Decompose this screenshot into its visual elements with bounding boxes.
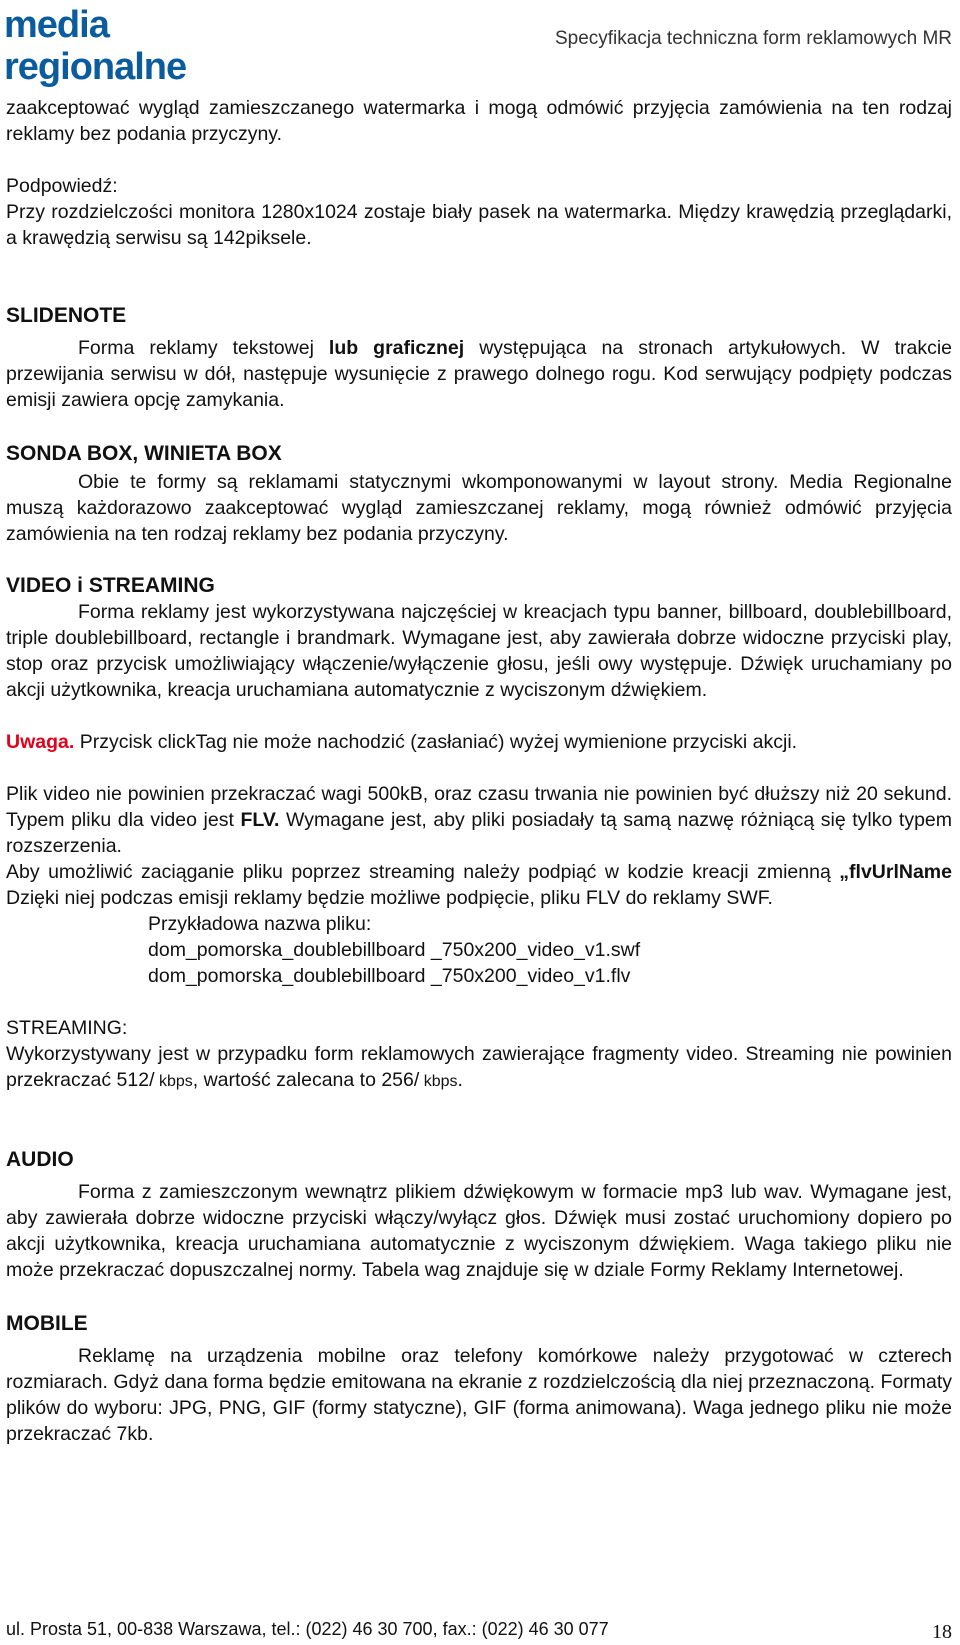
footer-address: ul. Prosta 51, 00-838 Warszawa, tel.: (022) 46 30 700, fax.: (022) 46 30 077 (6, 1619, 609, 1639)
mobile-heading: MOBILE (6, 1312, 88, 1335)
audio-paragraph: Forma z zamieszczonym wewnątrz plikiem dźwiękowym w formacie mp3 lub wav. Wymagane jest, aby zawierała dobrze widoczne przyciski włączy/wyłącz głos. Dźwięk musi zostać uruchomiony dopiero po akcji użytkownika, kreacja uruchamiana automatycznie z wyciszonym dźwiękiem. Waga takiego pliku nie może przekraczać dopuszczalnej normy. Tabela wag znajduje się w dziale Formy Reklamy Internetowej. (6, 1181, 952, 1281)
sonda-paragraph: Obie te formy są reklamami statycznymi wkomponowanymi w layout strony. Media Regionalne muszą każdorazowo zaakceptować wygląd zamieszczanej reklamy, mogą również odmówić przyjęcia zamówienia na ten rodzaj reklamy bez podania przyczyny. (6, 471, 952, 545)
video-warning (6, 729, 952, 755)
video-file-paragraph (6, 781, 952, 859)
streaming-desc-3: . (457, 1069, 463, 1091)
streaming-desc-2: , wartość zalecana to 256/ (192, 1069, 420, 1091)
flv-format-text: FLV. (240, 809, 280, 831)
streaming-unit-1: kbps (154, 1073, 193, 1090)
streaming-paragraph (6, 1041, 952, 1095)
page-footer (6, 1617, 952, 1641)
streaming-variable-paragraph (6, 859, 952, 911)
document-body (6, 95, 952, 1447)
streaming-unit-2: kbps (419, 1073, 458, 1090)
example-swf-filename: dom_pomorska_doublebillboard _750x200_video_v1.swf (148, 939, 641, 961)
slidenote-text-1: Forma reklamy tekstowej (78, 337, 329, 359)
streaming-text-2: Dzięki niej podczas emisji reklamy będzie możliwe podpięcie, pliku FLV do reklamy SWF. (6, 887, 773, 909)
logo-line-2: regionalne (4, 46, 187, 88)
streaming-label: STREAMING: (6, 1017, 128, 1039)
header-title: Specyfikacja techniczna form reklamowych MR (554, 28, 952, 49)
streaming-text-1: Aby umożliwić zaciąganie pliku poprzez streaming należy podpiąć w kodzie kreacji zmienną (6, 861, 840, 883)
flvurlname-variable: „flvUrlName (839, 861, 952, 883)
video-heading: VIDEO i STREAMING (6, 574, 215, 597)
streaming-desc-1: Wykorzystywany jest w przypadku form reklamowych zawierające fragmenty video. Streaming nie powinien przekraczać 512/ (6, 1043, 952, 1091)
slidenote-heading: SLIDENOTE (6, 304, 127, 327)
media-regionalne-logo (4, 6, 204, 88)
example-flv-filename: dom_pomorska_doublebillboard _750x200_video_v1.flv (148, 965, 631, 987)
slidenote-paragraph (6, 335, 952, 413)
slidenote-bold-text: lub graficznej (328, 337, 465, 359)
hint-label: Podpowiedź: (6, 175, 118, 197)
video-file-text-1: Plik video nie powinien przekraczać wagi 500kB, oraz czasu trwania nie powinien być dłuższy niż 20 sekund. Typem pliku dla video jest (6, 783, 952, 831)
video-file-text-2: Wymagane jest, aby pliki posiadały tą samą nazwę różniącą się tylko typem rozszerzenia. (6, 809, 952, 857)
mobile-paragraph: Reklamę na urządzenia mobilne oraz telefony komórkowe należy przygotować w czterech rozmiarach. Gdyż dana forma będzie emitowana na ekranie z rozdzielczością dla niej przeznaczoną. Formaty plików do wyboru: JPG, PNG, GIF (formy statyczne), GIF (forma animowana). Waga jednego pliku nie może przekraczać 7kb. (6, 1345, 952, 1445)
example-label: Przykładowa nazwa pliku: (148, 913, 372, 935)
slidenote-text-2: występująca na stronach artykułowych. W trakcie przewijania serwisu w dół, następuje wysunięcie z prawego dolnego rogu. Kod serwujący podpięty podczas emisji zawiera opcję zamykania. (6, 337, 953, 411)
sonda-heading: SONDA BOX, WINIETA BOX (6, 442, 282, 465)
warning-label: Uwaga. (6, 731, 75, 753)
warning-text: Przycisk clickTag nie może nachodzić (zasłaniać) wyżej wymienione przyciski akcji. (74, 731, 798, 753)
hint-paragraph: Przy rozdzielczości monitora 1280x1024 zostaje biały pasek na watermarka. Między krawędzią przeglądarki, a krawędzią serwisu są 142piksele. (6, 201, 952, 249)
audio-heading: AUDIO (6, 1148, 74, 1171)
page-number: 18 (932, 1621, 952, 1643)
intro-paragraph: zaakceptować wygląd zamieszczanego watermarka i mogą odmówić przyjęcia zamówienia na ten rodzaj reklamy bez podania przyczyny. (6, 97, 952, 145)
logo-line-1: media (4, 4, 109, 46)
video-paragraph: Forma reklamy jest wykorzystywana najczęściej w kreacjach typu banner, billboard, doublebillboard, triple doublebillboard, rectangle i brandmark. Wymagane jest, aby zawierała dobrze widoczne przyciski play, stop oraz przycisk umożliwiający włączenie/wyłączenie głosu, jeśli owy występuje. Dźwięk uruchamiany po akcji użytkownika, kreacja uruchamiana automatycznie z wyciszonym dźwiękiem. (6, 601, 952, 701)
